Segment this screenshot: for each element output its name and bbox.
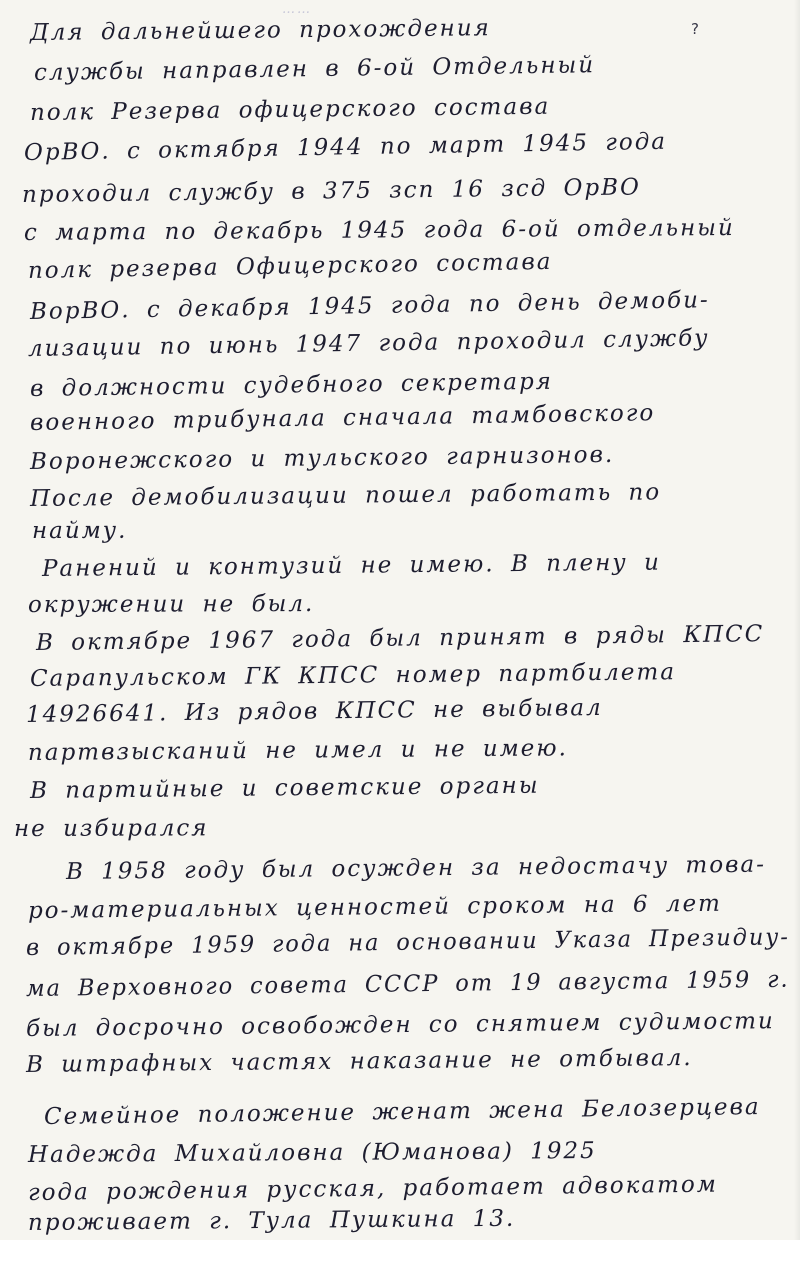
text-line-31: года рождения русская, работает адвокатом [27, 1171, 718, 1206]
text-line-19: 14926641. Из рядов КПСС не выбывал [25, 694, 603, 728]
text-line-29: Семейное положение женат жена Белозерцева [43, 1093, 761, 1130]
text-line-9: лизации по июнь 1947 года проходил службу [27, 325, 710, 362]
text-line-18: Сарапульском ГК КПСС номер партбилета [29, 659, 677, 692]
text-line-23: В 1958 году был осужден за недостачу това- [65, 851, 767, 885]
text-line-12: Воронежского и тульского гарнизонов. [29, 441, 615, 475]
text-line-26: ма Верховного совета СССР от 19 августа 1959 г. [25, 966, 790, 1002]
text-line-4: ОрВО. с октября 1944 по март 1945 года [23, 128, 668, 166]
text-line-27: был досрочно освобожден со снятием судимости [25, 1008, 775, 1042]
text-line-11: военного трибунала сначала тамбовского [29, 400, 656, 436]
text-line-14: найму. [31, 517, 128, 544]
corner-question-mark: ? [691, 20, 699, 38]
text-line-1: Для дальнейшего прохождения [29, 15, 491, 46]
text-line-15: Ранений и контузий не имею. В плену и [41, 549, 661, 582]
page-edge-shadow [794, 0, 800, 1240]
text-line-21: В партийные и советские органы [29, 772, 540, 804]
text-line-25: в октябре 1959 года на основании Указа Президиу- [25, 924, 791, 961]
text-line-20: партвзысканий не имел и не имею. [27, 735, 569, 766]
text-line-24: ро-материальных ценностей сроком на 6 лет [27, 890, 723, 924]
text-line-6: с марта по декабрь 1945 года 6-ой отдельный [23, 215, 735, 246]
text-line-22: не избирался [13, 815, 209, 842]
text-line-32: проживает г. Тула Пушкина 13. [27, 1205, 516, 1236]
text-line-5: проходил службу в 375 зсп 16 зсд ОрВО [21, 174, 642, 208]
text-line-17: В октябре 1967 года был принят в ряды КПСС [35, 621, 765, 656]
text-line-16: окружении не был. [27, 591, 315, 618]
text-line-3: полк Резерва офицерского состава [29, 93, 551, 126]
text-line-8: ВорВО. с декабря 1945 года по день демоби- [29, 287, 710, 325]
text-line-2: службы направлен в 6-ой Отдельный [33, 52, 596, 86]
text-line-28: В штрафных частях наказание не отбывал. [25, 1045, 693, 1078]
text-line-7: полк резерва Офицерского состава [27, 248, 553, 284]
text-line-30: Надежда Михайловна (Юманова) 1925 [27, 1138, 597, 1168]
text-line-13: После демобилизации пошел работать по [29, 479, 662, 512]
bottom-margin [0, 1240, 800, 1272]
faint-stamp-text: …… [282, 2, 312, 17]
text-line-10: в должности судебного секретаря [29, 368, 554, 402]
